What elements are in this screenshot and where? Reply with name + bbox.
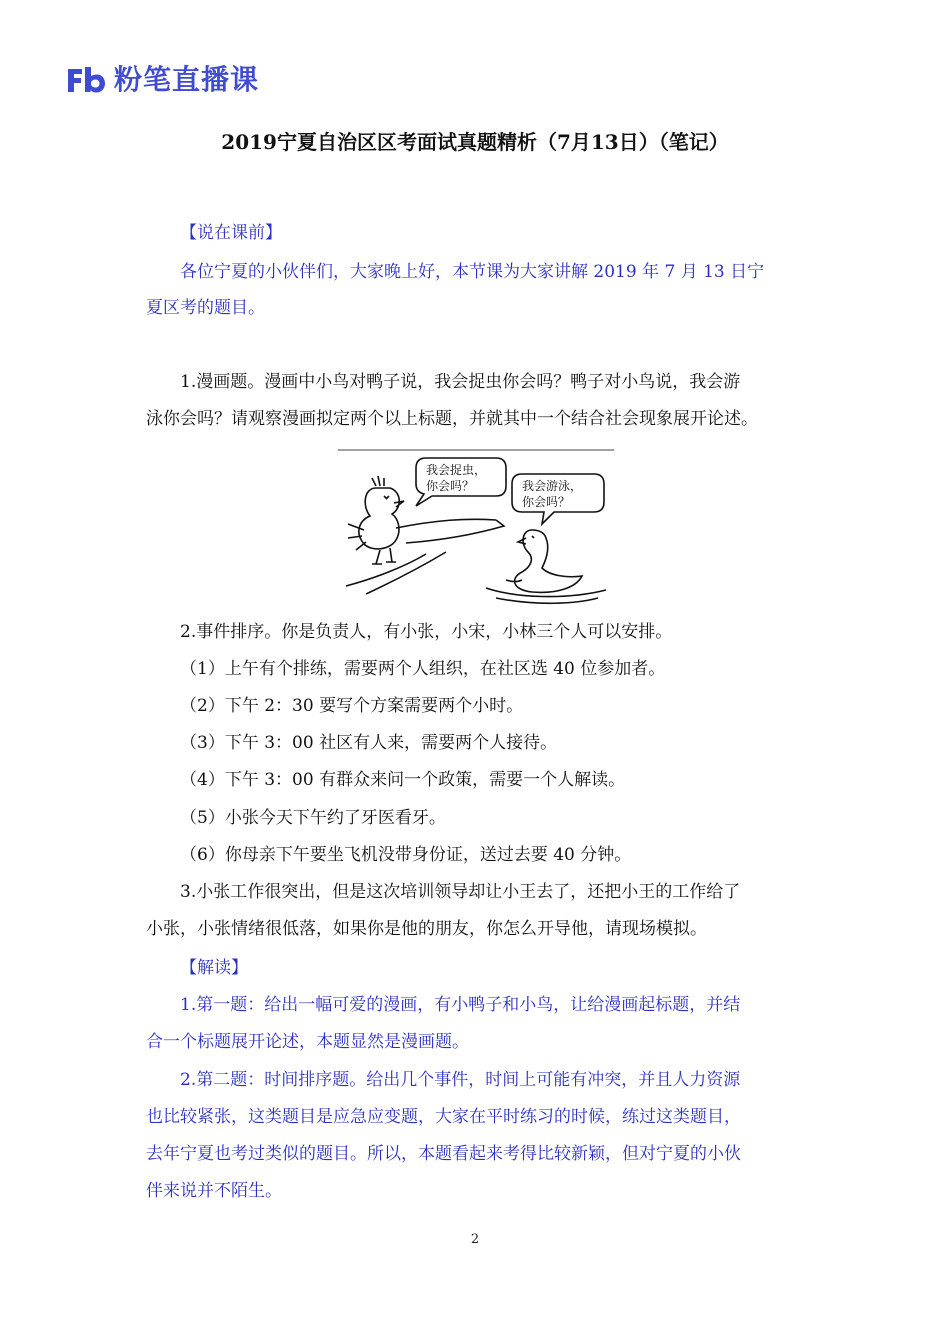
analysis-p1-line-1-text: 1.第一题：给出一幅可爱的漫画，有小鸭子和小鸟，让给漫画起标题，并结 [180,995,741,1015]
analysis-heading-text: 【解读】 [180,958,248,978]
q2-item-6: （6）你母亲下午要坐飞机没带身份证，送过去要 40 分钟。 [180,845,632,865]
analysis-p2-line-2: 也比较紧张，这类题目是应急应变题，大家在平时练习的时候，练过这类题目， [146,1107,741,1127]
document-title: 2019宁夏自治区区考面试真题精析（7月13日）（笔记） [221,130,729,154]
analysis-heading [146,950,812,987]
q2-item-3: （3）下午 3：00 社区有人来，需要两个人接待。 [180,733,558,753]
header-logo [66,60,259,100]
q2-item-2: （2）下午 2：30 要写个方案需要两个小时。 [180,696,524,716]
branch-drawing [346,519,504,594]
analysis-p2-line-1-text: 2.第二题：时间排序题。给出几个事件，时间上可能有冲突，并且人力资源 [180,1070,741,1090]
q1-line-1 [146,364,812,401]
fb-logo-icon [66,65,106,95]
logo-text: 粉笔直播课 [114,63,260,96]
intro-line-1-text: 各位宁夏的小伙伴们，大家晚上好，本节课为大家讲解 2019 年 7 月 13 日宁 [180,262,765,282]
duck-drawing [486,530,606,603]
q3-line-1-text: 3.小张工作很突出，但是这次培训领导却让小王去了，还把小王的工作给了 [180,882,741,902]
q3-line-1 [146,874,812,911]
q2-item-1: （1）上午有个排练，需要两个人组织，在社区选 40 位参加者。 [180,659,666,679]
intro-line-1 [146,254,812,291]
duck-bubble-line-2: 你会吗？ [522,495,571,509]
bird-speech-bubble [416,458,506,506]
analysis-p2-line-1 [146,1062,812,1099]
intro-heading-text: 【说在课前】 [180,223,282,243]
cartoon-image [336,448,616,608]
duck-speech-bubble [512,474,604,524]
intro-line-2: 夏区考的题目。 [146,298,265,318]
q2-intro [146,614,812,651]
q1-line-2: 泳你会吗？请观察漫画拟定两个以上标题，并就其中一个结合社会现象展开论述。 [146,409,758,429]
bird-bubble-line-1: 我会捉虫， [426,463,487,477]
q2-item-5: （5）小张今天下午约了牙医看牙。 [180,808,446,828]
q2-item-4: （4）下午 3：00 有群众来问一个政策，需要一个人解读。 [180,770,626,790]
bird-bubble-line-2: 你会吗？ [426,479,475,493]
analysis-p2-line-3: 去年宁夏也考过类似的题目。所以，本题看起来考得比较新颖，但对宁夏的小伙 [146,1144,741,1164]
duck-bubble-line-1: 我会游泳， [522,479,583,493]
bird-drawing [348,476,404,564]
q2-intro-text: 2.事件排序。你是负责人，有小张，小宋，小林三个人可以安排。 [180,622,673,642]
analysis-p2-line-4: 伴来说并不陌生。 [146,1181,282,1201]
page-number: 2 [470,1232,480,1247]
analysis-p1-line-2: 合一个标题展开论述，本题显然是漫画题。 [146,1032,469,1052]
q3-line-2: 小张，小张情绪很低落，如果你是他的朋友，你怎么开导他，请现场模拟。 [146,919,707,939]
analysis-p1-line-1 [146,987,812,1024]
q1-line-1-text: 1.漫画题。漫画中小鸟对鸭子说，我会捉虫你会吗？鸭子对小鸟说，我会游 [180,372,741,392]
intro-heading [146,215,812,252]
